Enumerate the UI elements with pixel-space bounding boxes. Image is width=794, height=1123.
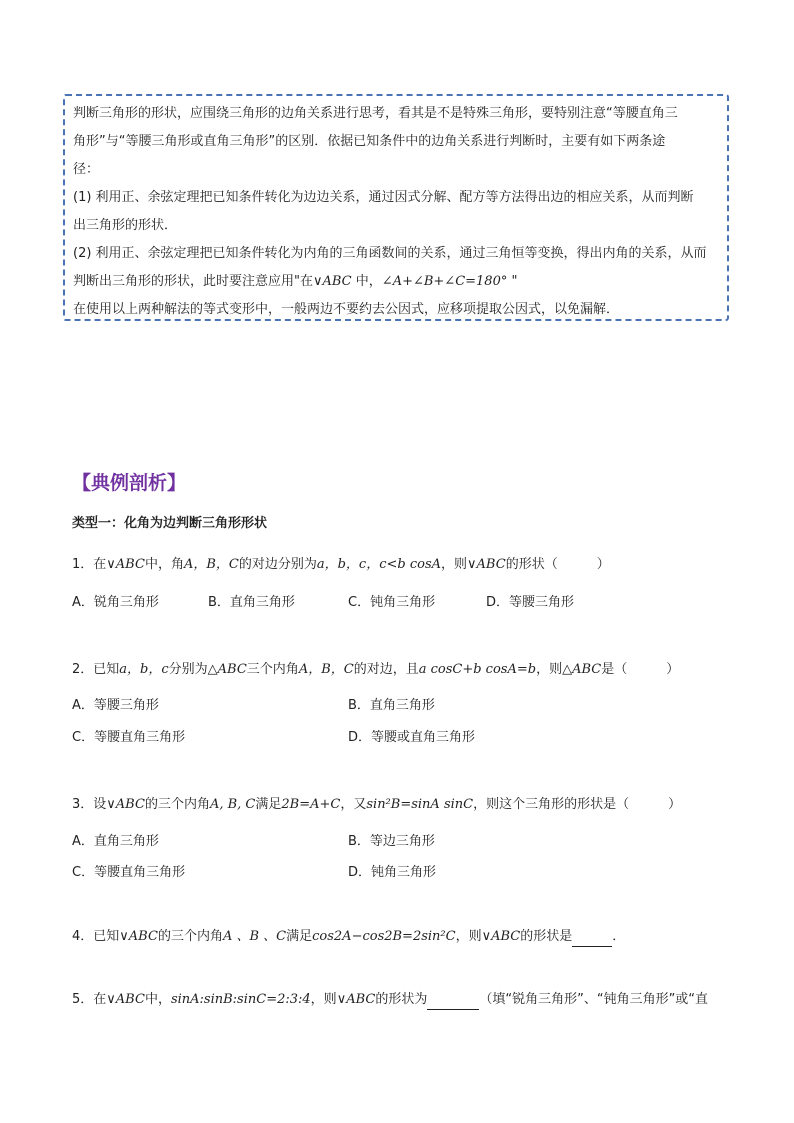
question-5 [72, 988, 708, 1010]
question-4 [72, 925, 625, 947]
method-note-box [63, 94, 729, 321]
q1-triangle: ∨ABC [106, 557, 145, 572]
q2-vars: A，B，C [298, 662, 354, 677]
q1-triangle: ∨ABC [467, 557, 506, 572]
q2-text: ，则 [536, 662, 563, 677]
q1-option-a[interactable]: A．锐角三角形 [72, 595, 159, 610]
question-3 [72, 793, 681, 812]
q3-condition-2: sin²B=sinA sinC [366, 797, 474, 812]
q3-text: 满足 [255, 797, 282, 812]
q1-sides: a，b，c， [316, 557, 380, 572]
q5-condition: sinA:sinB:sinC=2:3:4 [170, 992, 311, 1007]
question-1 [72, 553, 610, 572]
q4-text: 4．已知 [72, 929, 120, 944]
q5-text: 的形状为 [375, 992, 428, 1007]
q2-condition: a cosC+b cosA=b [418, 662, 537, 677]
note-line-7-suffix: " [511, 274, 518, 289]
q4-text: 满足 [286, 929, 313, 944]
q4-text: 的三个内角 [157, 929, 223, 944]
q1-text: 1．在 [72, 557, 107, 572]
q3-vars: A, B, C [209, 797, 256, 812]
note-line-6: (2) 利用正、余弦定理把已知条件转化为内角的三角函数间的关系，通过三角恒等变换，得出内角的关系，从而 [73, 246, 707, 261]
q4-triangle: ∨ABC [481, 929, 521, 944]
note-line-7-mid: 中， [355, 274, 382, 289]
q2-text: 2．已知 [72, 662, 120, 677]
q3-option-b[interactable]: B．等边三角形 [348, 834, 435, 849]
note-line-7 [73, 268, 719, 296]
q4-triangle: ∨ABC [119, 929, 158, 944]
q2-text: 三个内角 [246, 662, 299, 677]
q3-text: 的三个内角 [144, 797, 210, 812]
q5-answer-blank[interactable] [427, 994, 479, 1010]
q2-triangle: △ABC [207, 662, 247, 677]
note-line-5: 出三角形的形状． [73, 218, 178, 233]
q1-vars: A，B，C [183, 557, 239, 572]
note-line-8: 在使用以上两种解法的等式变形中，一般两边不要约去公因式，应移项提取公因式，以免漏解． [73, 302, 620, 317]
note-line-7-prefix: 判断出三角形的形状，此时要注意应用"在 [73, 274, 313, 289]
q4-text: ，则 [455, 929, 482, 944]
q4-text: 的形状是 [520, 929, 573, 944]
q2-sides: a，b，c [119, 662, 169, 677]
q4-vars: A 、B 、C [222, 929, 287, 944]
q3-text: ，则这个三角形的形状是（ ） [473, 797, 682, 812]
q2-option-b[interactable]: B．直角三角形 [348, 698, 435, 713]
q3-text: 3．设 [72, 797, 107, 812]
q5-text: 中， [144, 992, 171, 1007]
q5-triangle: ∨ABC [106, 992, 145, 1007]
q1-option-c[interactable]: C．钝角三角形 [348, 595, 436, 610]
q2-text: 分别为 [168, 662, 208, 677]
q2-option-d[interactable]: D．等腰或直角三角形 [348, 730, 476, 745]
q1-condition: c<b cosA [379, 557, 442, 572]
q3-option-a[interactable]: A．直角三角形 [72, 834, 159, 849]
triangle-symbol: ∨ABC [312, 274, 352, 289]
angle-sum-formula: ∠A+∠B+∠C=180° [381, 274, 508, 289]
q1-text: 的对边分别为 [238, 557, 317, 572]
note-line-1: 判断三角形的形状，应围绕三角形的边角关系进行思考，看其是不是特殊三角形，要特别注意“等腰直角三 [73, 106, 678, 121]
q2-triangle: △ABC [562, 662, 602, 677]
q5-text: （填“锐角三角形”、“钝角三角形”或“直 [479, 992, 709, 1007]
q4-text: ． [612, 929, 626, 944]
q1-text: 中，角 [144, 557, 184, 572]
question-2 [72, 658, 679, 677]
q1-option-b[interactable]: B．直角三角形 [208, 595, 295, 610]
q2-text: 是（ ） [601, 662, 680, 677]
q5-text: 5．在 [72, 992, 107, 1007]
q1-text: ，则 [441, 557, 468, 572]
q2-text: 的对边，且 [353, 662, 419, 677]
q2-option-a[interactable]: A．等腰三角形 [72, 698, 159, 713]
q4-condition: cos2A−cos2B=2sin²C [312, 929, 456, 944]
q5-triangle: ∨ABC [336, 992, 376, 1007]
q3-option-d[interactable]: D．钝角三角形 [348, 865, 437, 880]
q2-option-c[interactable]: C．等腰直角三角形 [72, 730, 186, 745]
type-title: 类型一：化角为边判断三角形形状 [72, 516, 268, 531]
note-line-3: 径： [73, 162, 100, 177]
section-title: 【典例剖析】 [72, 472, 187, 494]
q3-triangle: ∨ABC [106, 797, 145, 812]
q4-answer-blank[interactable] [572, 931, 612, 947]
q1-option-d[interactable]: D．等腰三角形 [486, 595, 575, 610]
q3-condition-1: 2B=A+C [281, 797, 341, 812]
q5-text: ，则 [310, 992, 337, 1007]
q3-text: ，又 [340, 797, 367, 812]
note-line-2: 角形”与“等腰三角形或直角三角形”的区别．依据已知条件中的边角关系进行判断时，主要有如下两条途 [73, 134, 666, 149]
q1-text: 的形状（ ） [505, 557, 610, 572]
note-line-4: (1) 利用正、余弦定理把已知条件转化为边边关系，通过因式分解、配方等方法得出边的相应关系，从而判断 [73, 190, 694, 205]
q3-option-c[interactable]: C．等腰直角三角形 [72, 865, 186, 880]
